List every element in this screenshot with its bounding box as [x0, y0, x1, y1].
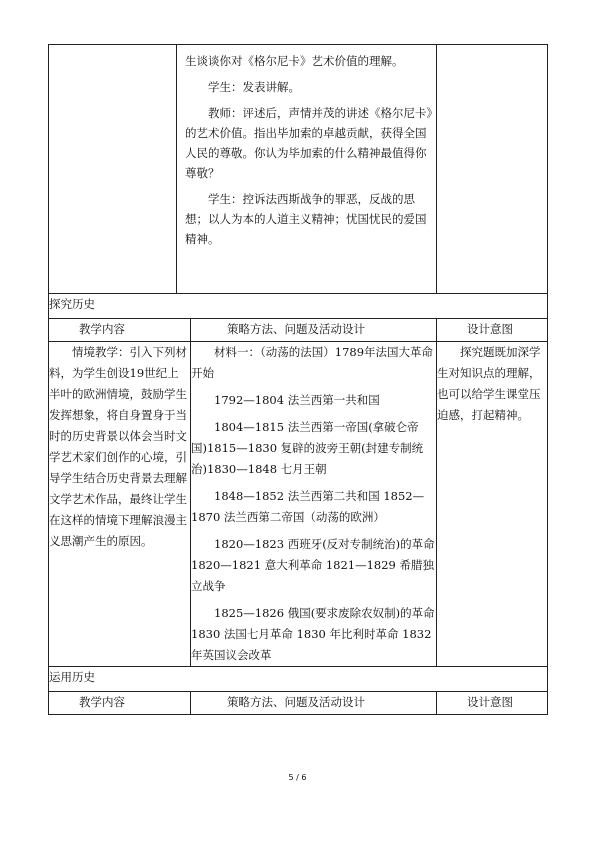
header-strategy: 策略方法、问题及活动设计: [191, 692, 437, 715]
continuation-row: [49, 45, 548, 294]
strategy-line: 1820—1823 西班牙(反对专制统治)的革命 1820—1821 意大利革命 1821—1829 希腊独立战争: [191, 537, 435, 593]
intent-cell: [437, 342, 548, 667]
section-title-row: [49, 294, 548, 319]
page-number: 5 / 6: [288, 773, 307, 782]
strategy-line: 材料一：（动荡的法国）1789年法国大革命开始: [191, 345, 434, 380]
paragraph: 生谈谈你对《格尔尼卡》艺术价值的理解。: [185, 54, 404, 68]
header-row: [49, 319, 548, 342]
header-content: 教学内容: [49, 692, 191, 715]
strategy-line: 1848—1852 法兰西第二共和国 1852—1870 法兰西第二帝国（动荡的欧洲）: [191, 489, 425, 524]
content-text: 情境教学：引入下列材料，为学生创设19世纪上半叶的欧洲情境，鼓励学生发挥想象，将自身置身于当时的历史背景以体会当时文学艺术家们创作的心境，引导学生结合历史背景去理解文学艺术作品，最终让学生在这样的情境下理解浪漫主义思潮产生的原因。: [49, 345, 187, 548]
header-content: 教学内容: [49, 319, 191, 342]
header-row: [49, 692, 548, 715]
continuation-text-cell: [177, 45, 437, 294]
paragraph: 教师：评述后，声情并茂的讲述《格尔尼卡》的艺术价值。指出毕加索的卓越贡献，获得全国人民的尊敬。你认为毕加索的什么精神最值得你尊敬？: [185, 106, 433, 180]
continuation-left-cell: [49, 45, 177, 294]
paragraph: 学生：发表讲解。: [208, 80, 300, 94]
section-title-apply: 运用历史: [49, 667, 548, 692]
lesson-plan-table: [48, 44, 548, 715]
strategy-line: 1804—1815 法兰西第一帝国(拿破仑帝国)1815—1830 复辟的波旁王朝(封建专制统治)1830—1848 七月王朝: [191, 420, 424, 476]
strategy-line: 1825—1826 俄国(要求废除农奴制)的革命 1830 法国七月革命 1830 年比利时革命 1832 年英国议会改革: [191, 606, 435, 662]
content-row: [49, 342, 548, 667]
strategy-cell: [191, 342, 437, 667]
header-strategy: 策略方法、问题及活动设计: [191, 319, 437, 342]
intent-text: 探究题既加深学生对知识点的理解，也可以给学生课堂压迫感，打起精神。: [437, 345, 541, 422]
continuation-right-cell: [437, 45, 548, 294]
header-intent: 设计意图: [437, 319, 548, 342]
section-title-explore: 探究历史: [49, 294, 548, 319]
section-title-row: [49, 667, 548, 692]
content-cell: [49, 342, 191, 667]
header-intent: 设计意图: [437, 692, 548, 715]
paragraph: 学生：控诉法西斯战争的罪恶，反战的思想；以人为本的人道主义精神；忧国忧民的爱国精神。: [185, 192, 427, 246]
strategy-line: 1792—1804 法兰西第一共和国: [214, 393, 380, 407]
